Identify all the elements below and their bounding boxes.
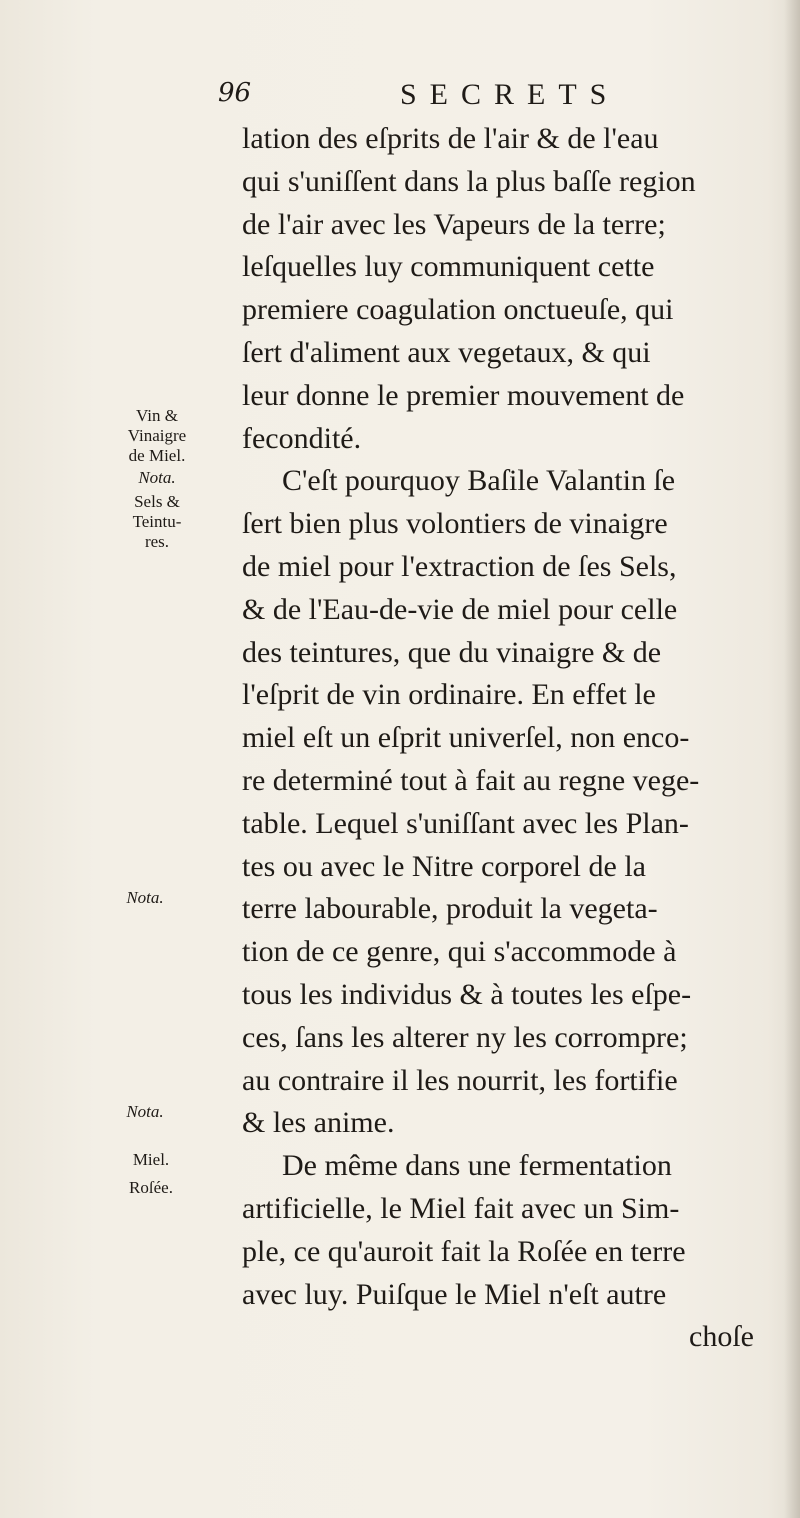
margin-note-nota-1 bbox=[112, 468, 202, 488]
margin-note-line: Nota. bbox=[126, 1102, 164, 1121]
margin-note-miel bbox=[106, 1150, 196, 1170]
text-line: ſert d'aliment aux vegetaux, & qui bbox=[242, 335, 651, 369]
text-line: & les anime. bbox=[242, 1106, 395, 1140]
text-line: miel eſt un eſprit univerſel, non enco- bbox=[242, 721, 690, 755]
text-line: de l'air avec les Vapeurs de la terre; bbox=[242, 207, 666, 241]
margin-notes bbox=[0, 0, 240, 1518]
margin-note-line: Miel. bbox=[132, 1150, 170, 1169]
text-line: ſert bien plus volontiers de vinaigre bbox=[242, 507, 668, 541]
text-line: & de l'Eau-de-vie de miel pour celle bbox=[242, 592, 678, 626]
margin-note-line: Vin & bbox=[136, 406, 178, 425]
text-line: table. Lequel s'uniſſant avec les Plan- bbox=[242, 806, 689, 840]
margin-note-sels-teintures bbox=[112, 492, 202, 552]
text-line: re determiné tout à fait au regne vege- bbox=[242, 763, 700, 797]
text-line: leſquelles luy communiquent cette bbox=[242, 250, 655, 284]
text-line: lation des eſprits de l'air & de l'eau bbox=[242, 122, 659, 155]
margin-note-nota-2 bbox=[100, 888, 190, 908]
margin-note-line: Vinaigre bbox=[127, 426, 187, 445]
text-line: l'eſprit de vin ordinaire. En effet le bbox=[242, 678, 656, 712]
text-line: De même dans une fermentation bbox=[282, 1149, 672, 1183]
catchword: choſe bbox=[689, 1320, 754, 1354]
margin-note-line: de Miel. bbox=[128, 446, 186, 465]
margin-note-vin-vinaigre bbox=[112, 406, 202, 466]
text-line: C'eſt pourquoy Baſile Valantin ſe bbox=[282, 464, 676, 498]
margin-note-line: Sels & bbox=[134, 492, 180, 511]
text-line: tes ou avec le Nitre corporel de la bbox=[242, 849, 646, 883]
running-title: SECRETS bbox=[400, 78, 620, 111]
margin-note-nota-3 bbox=[100, 1102, 190, 1122]
text-line: fecondité. bbox=[242, 421, 362, 455]
margin-note-line: Roſée. bbox=[129, 1178, 173, 1197]
page-number: 96 bbox=[218, 78, 252, 108]
text-line: tous les individus & à toutes les eſpe- bbox=[242, 977, 692, 1011]
text-line: qui s'uniſſent dans la plus baſſe region bbox=[242, 164, 696, 198]
body-text bbox=[242, 118, 794, 1359]
margin-note-line: Nota. bbox=[126, 888, 164, 907]
text-line: leur donne le premier mouvement de bbox=[242, 378, 685, 412]
text-line: premiere coagulation onctueuſe, qui bbox=[242, 293, 674, 327]
text-line: ple, ce qu'auroit fait la Roſée en terre bbox=[242, 1234, 686, 1268]
text-line: tion de ce genre, qui s'accommode à bbox=[242, 935, 677, 969]
text-line: artificielle, le Miel fait avec un Sim- bbox=[242, 1191, 680, 1225]
text-line: ces, ſans les alterer ny les corrompre; bbox=[242, 1020, 688, 1054]
text-line: avec luy. Puiſque le Miel n'eſt autre bbox=[242, 1277, 667, 1311]
margin-note-line: Teintu- bbox=[132, 512, 182, 531]
page-header bbox=[218, 78, 638, 118]
text-line: des teintures, que du vinaigre & de bbox=[242, 635, 662, 669]
margin-note-line: res. bbox=[144, 532, 170, 551]
text-line: terre labourable, produit la vegeta- bbox=[242, 892, 658, 926]
margin-note-line: Nota. bbox=[138, 468, 176, 487]
text-line: de miel pour l'extraction de ſes Sels, bbox=[242, 549, 677, 583]
margin-note-rosee bbox=[106, 1178, 196, 1198]
text-line: au contraire il les nourrit, les fortifie bbox=[242, 1063, 678, 1097]
